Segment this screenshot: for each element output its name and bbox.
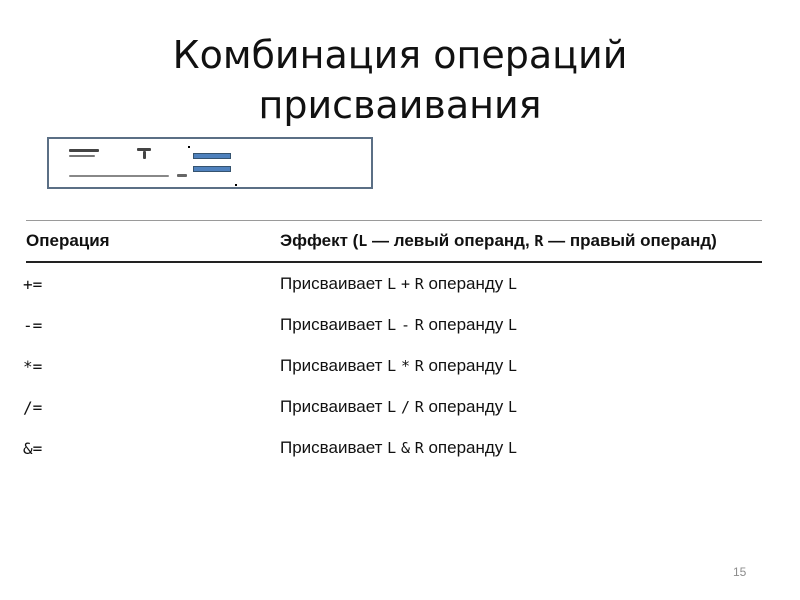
slide-title-line2: присваивания bbox=[258, 83, 542, 127]
table-row bbox=[23, 305, 762, 346]
slide-title bbox=[0, 30, 800, 130]
header-effect-L: L bbox=[358, 232, 368, 250]
table-row bbox=[23, 346, 762, 387]
dot-mark bbox=[235, 184, 237, 186]
operators-table bbox=[23, 218, 762, 458]
effect-cell: Присваивает L / R операнду L bbox=[280, 397, 518, 416]
header-effect-mid: — левый операнд, bbox=[367, 231, 535, 250]
slide-title-line1: Комбинация операций bbox=[172, 33, 628, 77]
table-row bbox=[23, 428, 762, 469]
blurred-glyph bbox=[69, 149, 99, 152]
header-effect-suffix: — правый операнд) bbox=[543, 231, 717, 250]
header-effect-R: R bbox=[534, 232, 544, 250]
operator-cell: /= bbox=[23, 398, 43, 417]
operator-cell: += bbox=[23, 275, 43, 294]
header-operation: Операция bbox=[26, 231, 110, 250]
effect-cell: Присваивает L * R операнду L bbox=[280, 356, 518, 375]
blurred-glyph bbox=[143, 151, 146, 159]
page-number: 15 bbox=[733, 565, 747, 579]
table-row bbox=[23, 264, 762, 305]
effect-cell: Присваивает L - R операнду L bbox=[280, 315, 518, 334]
blurred-glyph bbox=[69, 175, 169, 177]
dot-mark bbox=[188, 146, 190, 148]
header-effect-prefix: Эффект ( bbox=[280, 231, 359, 250]
operator-cell: &= bbox=[23, 439, 43, 458]
effect-cell: Присваивает L & R операнду L bbox=[280, 438, 518, 457]
equals-icon bbox=[193, 153, 231, 174]
table-top-rule bbox=[26, 220, 762, 221]
blurred-glyph bbox=[69, 155, 95, 157]
blurred-glyph bbox=[177, 174, 187, 177]
header-effect bbox=[280, 231, 717, 251]
table-row bbox=[23, 387, 762, 428]
effect-cell: Присваивает L + R операнду L bbox=[280, 274, 518, 293]
operator-cell: -= bbox=[23, 316, 43, 335]
table-header-rule bbox=[26, 261, 762, 263]
operator-cell: *= bbox=[23, 357, 43, 376]
